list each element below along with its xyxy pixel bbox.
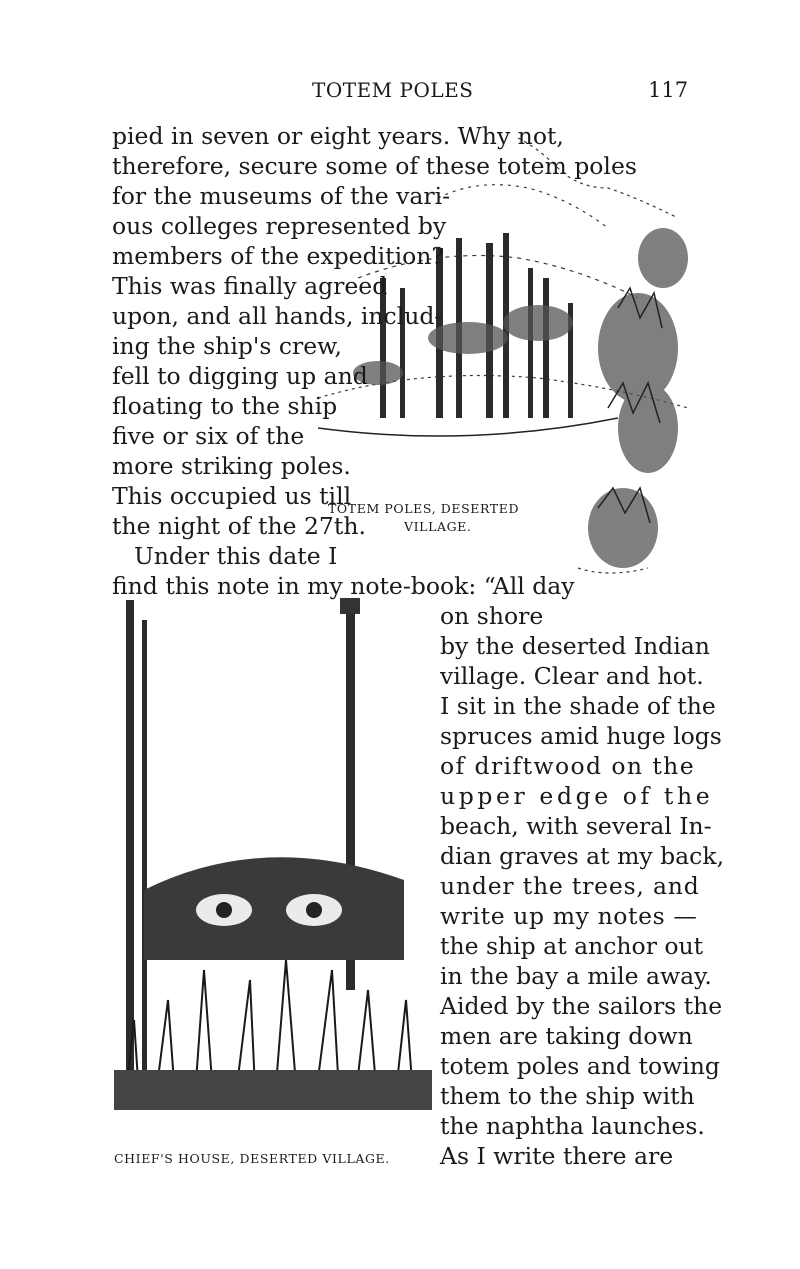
body-line: pied in seven or eight years. Why not, <box>112 122 564 150</box>
body-line: Under this date I <box>134 542 338 570</box>
body-line: beach, with several In- <box>440 812 712 840</box>
body-line: members of the expedition? <box>112 242 444 270</box>
figure-caption-bottom: CHIEF'S HOUSE, DESERTED VILLAGE. <box>114 1151 390 1166</box>
running-title: TOTEM POLES <box>312 78 474 102</box>
body-line: in the bay a mile away. <box>440 962 712 990</box>
body-line: men are taking down <box>440 1022 693 1050</box>
body-line: the naphtha launches. <box>440 1112 705 1140</box>
body-line: the ship at anchor out <box>440 932 704 960</box>
body-line: This occupied us till <box>112 482 352 510</box>
body-line: ing the ship's crew, <box>112 332 342 360</box>
body-line: dian graves at my back, <box>440 842 725 870</box>
body-line: of driftwood on the <box>440 752 696 780</box>
body-line: the night of the 27th. <box>112 512 366 540</box>
body-line: write up my notes — <box>440 902 698 930</box>
body-line: totem poles and towing <box>440 1052 720 1080</box>
body-line: more striking poles. <box>112 452 351 480</box>
body-line: spruces amid huge logs <box>440 722 722 750</box>
body-line: floating to the ship <box>112 392 338 420</box>
body-line: fell to digging up and <box>112 362 368 390</box>
body-line: for the museums of the vari- <box>112 182 451 210</box>
body-line: Aided by the sailors the <box>440 992 723 1020</box>
body-line: village. Clear and hot. <box>440 662 704 690</box>
figure-caption-top-line2: VILLAGE. <box>404 519 472 534</box>
body-line: As I write there are <box>440 1142 674 1170</box>
body-line: under the trees, and <box>440 872 700 900</box>
body-line: on shore <box>440 602 544 630</box>
body-line: This was finally agreed <box>112 272 388 300</box>
body-line: therefore, secure some of these totem poles <box>112 152 637 180</box>
body-line: five or six of the <box>112 422 305 450</box>
page-header <box>0 78 800 108</box>
chiefs-house-illustration <box>114 590 432 1112</box>
body-line: upon, and all hands, includ- <box>112 302 443 330</box>
body-line: find this note in my note-book: “All day <box>112 572 575 600</box>
body-line: ous colleges represented by <box>112 212 447 240</box>
figure-caption-top-line1: TOTEM POLES, DESERTED <box>328 501 520 516</box>
body-line: them to the ship with <box>440 1082 695 1110</box>
body-line: upper edge of the <box>440 782 714 810</box>
page-number: 117 <box>648 78 689 102</box>
body-line: by the deserted Indian <box>440 632 710 660</box>
body-line: I sit in the shade of the <box>440 692 716 720</box>
